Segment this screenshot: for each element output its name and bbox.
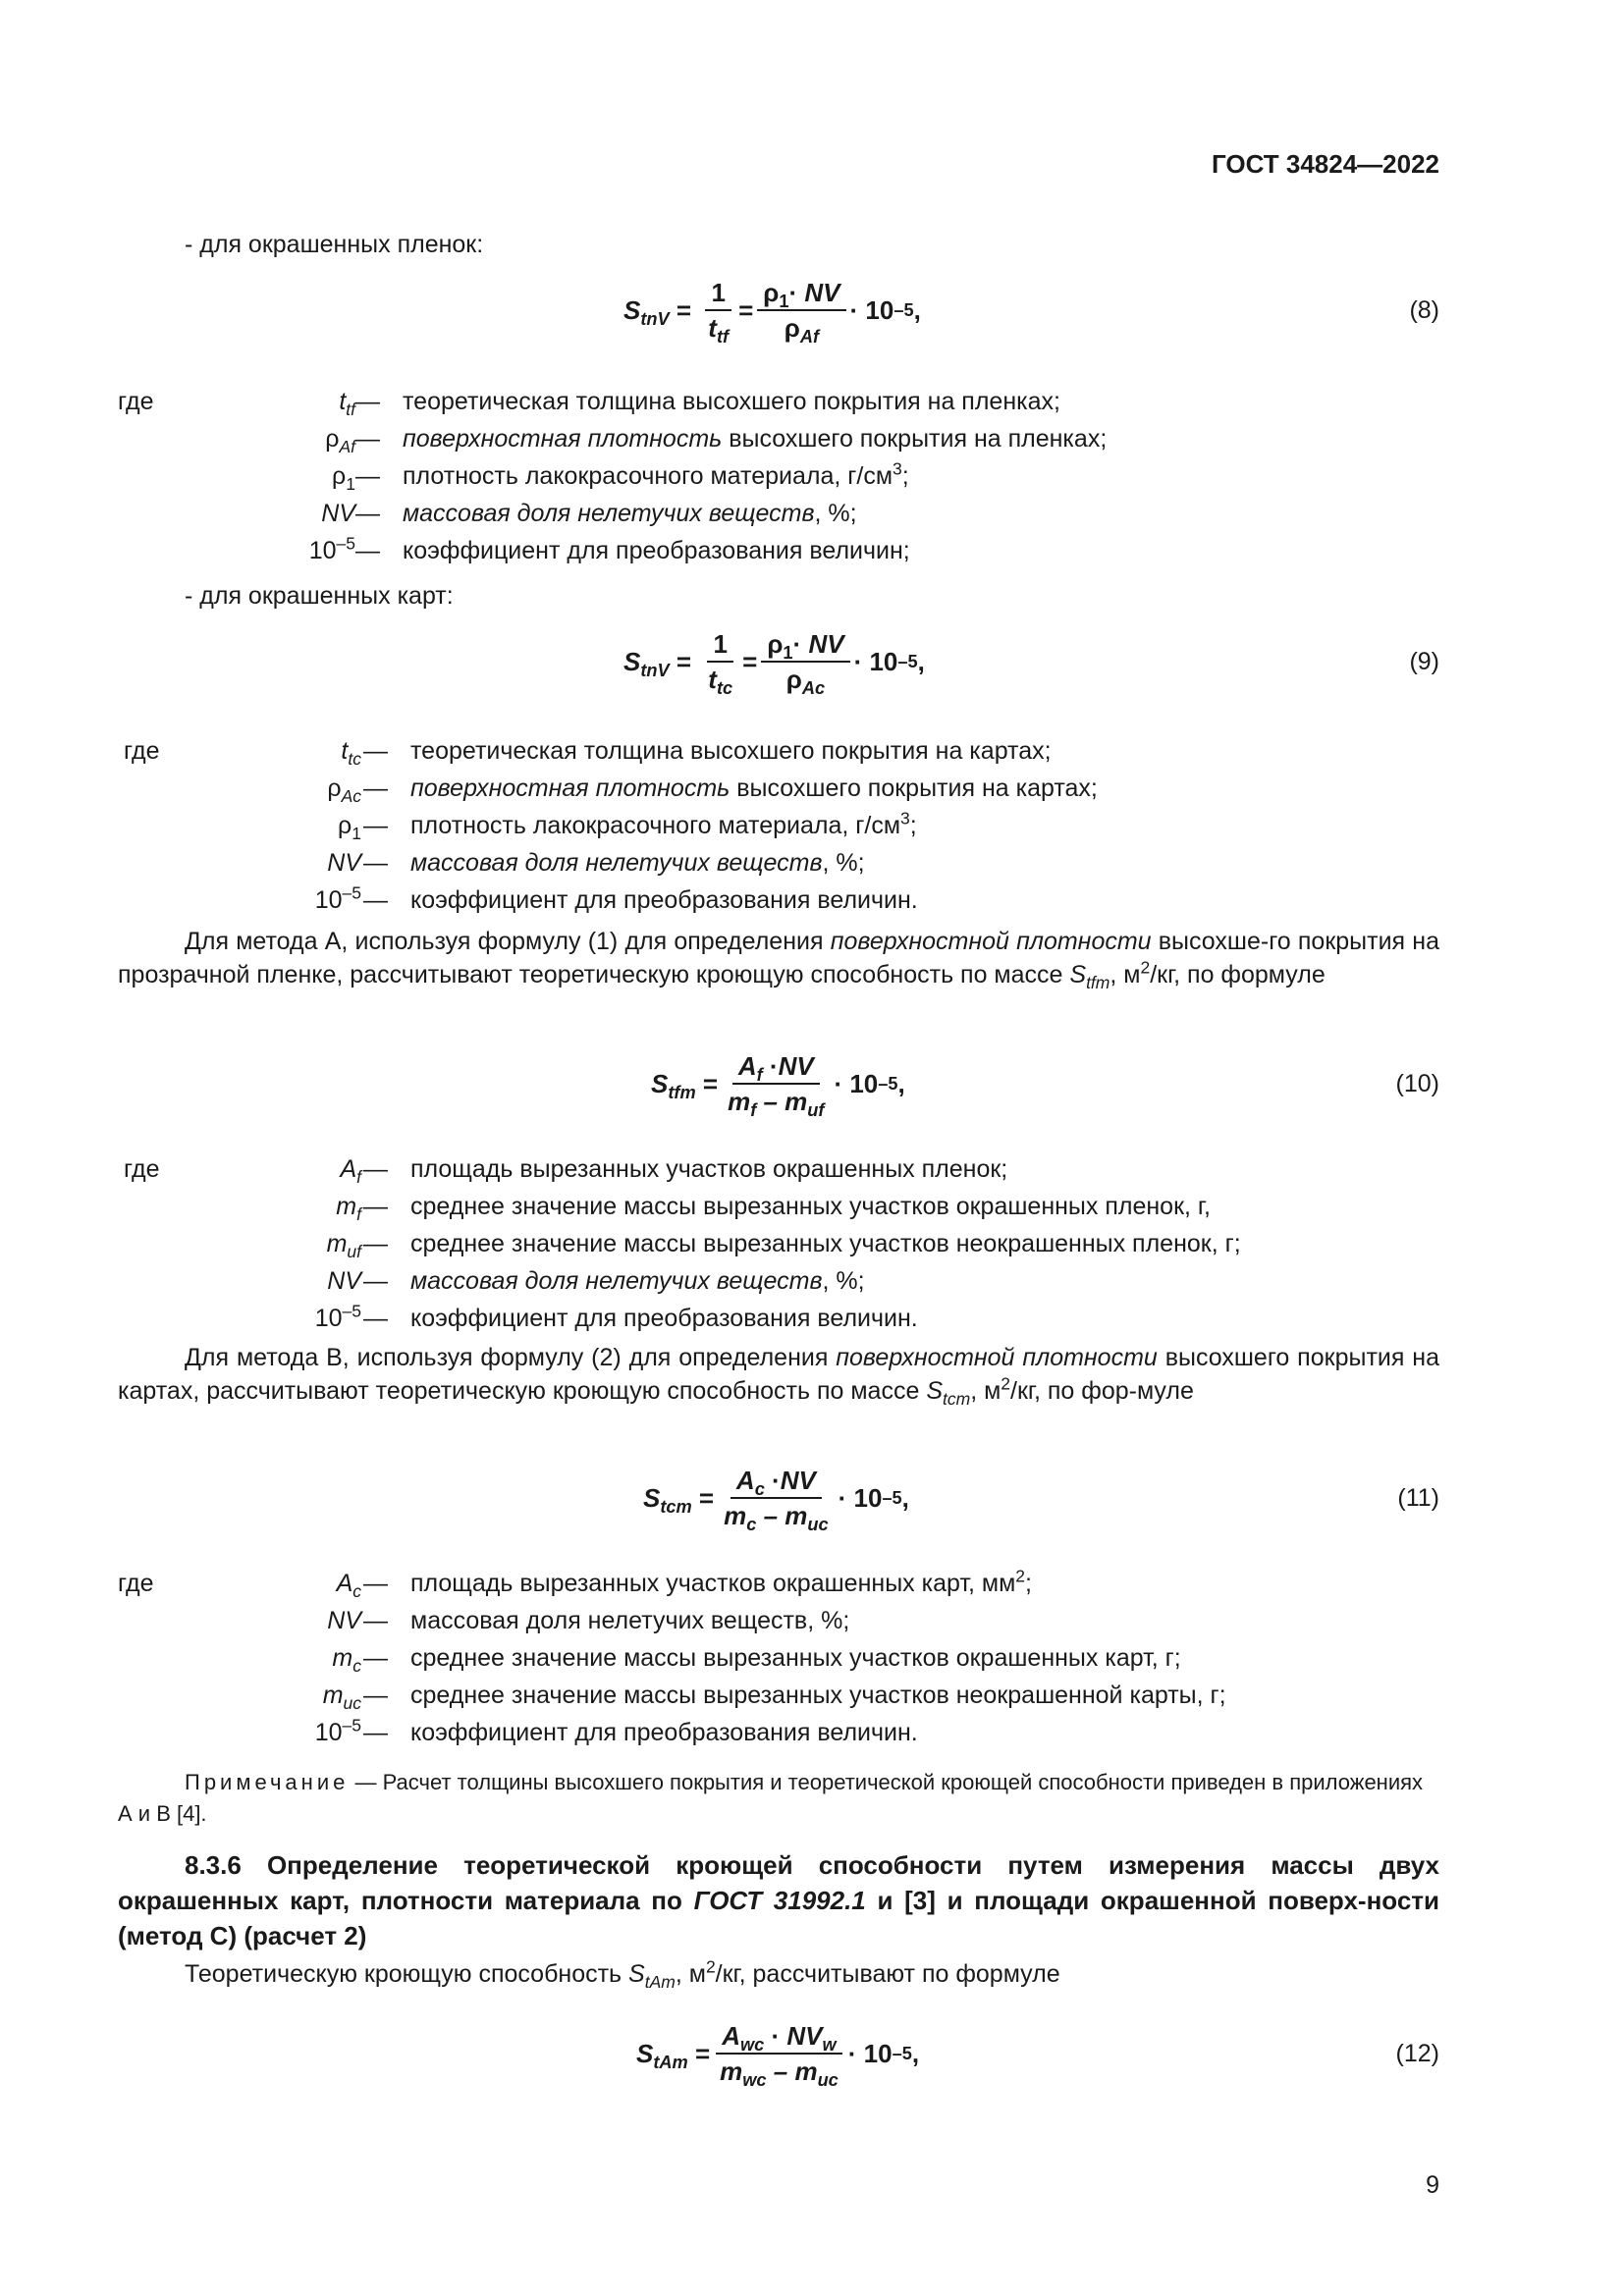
legend9-symbol: $t_{tc}$ <box>341 737 361 769</box>
legend10-desc: площадь вырезанных участков окрашенных пленок; <box>410 1155 1008 1183</box>
legend8-desc: теоретическая толщина высохшего покрытия на пленках; <box>403 388 1060 415</box>
equation-8-body: $S_{tnV}$ = $\frac{1}{t_{tf}}$ = $\frac{\rho_1\cdot NV}{\rho_{Af}}$ · 10 –5 , <box>623 278 921 347</box>
legend10-desc: массовая доля нелетучих веществ, %; <box>410 1267 865 1295</box>
where-word: где <box>124 1155 160 1183</box>
legend-dash: — <box>363 1570 388 1597</box>
legend11-symbol: $A_c$ <box>336 1570 361 1601</box>
legend9-desc: плотность лакокрасочного материала, $г/см^3$; <box>410 808 917 839</box>
paragraph-method-c: Теоретическую кроющую способность $S_{tAm}$, $м^2/кг$, рассчитывают по формуле <box>185 1956 1060 1992</box>
equation-10-body: $S_{tfm}$ = $\frac{A_f \cdot NV}{m_f - m_{uf}}$ · 10 –5 , <box>651 1051 905 1121</box>
legend-dash: — <box>363 1193 388 1220</box>
legend8-row <box>118 422 1492 455</box>
legend-dash: — <box>363 1719 388 1746</box>
legend9-desc: теоретическая толщина высохшего покрытия на картах; <box>410 737 1052 765</box>
legend8-symbol: $\rho_1$ <box>332 462 355 494</box>
equation-9 <box>118 622 1439 701</box>
equation-8-number: (8) <box>1409 296 1439 324</box>
legend9-row <box>118 846 1492 880</box>
where-word: где <box>118 388 154 415</box>
legend9-row <box>118 772 1492 805</box>
legend8-symbol: $\rho_{Af}$ <box>325 425 355 456</box>
legend10-row <box>118 1152 1492 1186</box>
legend8-symbol: $10^{-5}$ <box>308 533 355 564</box>
legend10-symbol: $m_f$ <box>336 1193 361 1224</box>
where-word: где <box>124 737 160 765</box>
legend9-symbol: $\rho_1$ <box>338 812 361 843</box>
legend9-desc: массовая доля нелетучих веществ, %; <box>410 849 865 877</box>
legend11-row <box>118 1567 1492 1600</box>
legend10-symbol: $A_f$ <box>340 1155 361 1187</box>
legend-dash: — <box>363 737 388 765</box>
legend-dash: — <box>355 500 380 527</box>
legend9-row <box>118 734 1492 768</box>
legend-dash: — <box>363 1644 388 1672</box>
legend10-row <box>118 1264 1492 1298</box>
paragraph-method-a: Для метода А, используя формулу (1) для определения поверхностной плотности высохше-го покрытия на прозрачной пленке, рассчитывают теоретическую кроющую способность по массе $S_{tfm}$, $м^2/кг$, по формуле <box>118 928 1439 992</box>
legend-dash: — <box>363 812 388 839</box>
equation-12 <box>118 2014 1439 2093</box>
note: Примечание — Расчет толщины высохшего покрытия и теоретической кроющей способности приведен в приложениях А и В [4]. <box>118 1770 1424 1826</box>
legend11-desc: среднее значение массы вырезанных участков окрашенных карт, г; <box>410 1644 1181 1672</box>
legend10-row <box>118 1190 1492 1223</box>
legend-dash: — <box>363 886 388 914</box>
equation-9-body: $S_{tnV}$ = $\frac{1}{t_{tc}}$ = $\frac{\rho_1\cdot NV}{\rho_{Ac}}$ · 10 –5 , <box>623 629 925 699</box>
legend8-desc: плотность лакокрасочного материала, $г/см^3$; <box>403 458 909 490</box>
page-header-standard: ГОСТ 34824—2022 <box>1212 149 1439 179</box>
legend9-row <box>118 883 1492 917</box>
legend8-desc: поверхностная плотность высохшего покрытия на пленках; <box>403 425 1108 453</box>
where-word: где <box>118 1570 154 1597</box>
section-heading-8-3-6: 8.3.6 Определение теоретической кроющей способности путем измерения массы двух окрашенных карт, плотности материала по ГОСТ 31992.1 и [3] и площади окрашенной поверх-ности (метод С) (расчет 2) <box>118 1850 1440 1950</box>
intro-films: - для окрашенных пленок: <box>185 231 484 258</box>
legend-dash: — <box>363 1682 388 1709</box>
equation-10 <box>118 1044 1439 1123</box>
legend9-row <box>118 809 1492 842</box>
legend-dash: — <box>363 1607 388 1634</box>
legend10-symbol: $m_{uf}$ <box>326 1230 361 1261</box>
legend9-desc: коэффициент для преобразования величин. <box>410 886 918 914</box>
legend8-row <box>118 385 1492 418</box>
legend11-row <box>118 1641 1492 1675</box>
legend9-symbol: $\rho_{Ac}$ <box>327 774 361 806</box>
legend11-row <box>118 1679 1492 1712</box>
legend11-row <box>118 1604 1492 1637</box>
legend11-symbol: $m_{uc}$ <box>322 1682 361 1713</box>
legend8-row <box>118 534 1492 567</box>
legend8-desc: коэффициент для преобразования величин; <box>403 537 910 564</box>
legend8-row <box>118 459 1492 493</box>
legend11-row <box>118 1716 1492 1749</box>
legend10-row <box>118 1302 1492 1335</box>
equation-12-number: (12) <box>1395 2040 1439 2067</box>
legend11-symbol: NV <box>327 1607 361 1634</box>
legend10-desc: коэффициент для преобразования величин. <box>410 1305 918 1332</box>
legend10-row <box>118 1227 1492 1260</box>
legend-dash: — <box>355 462 380 490</box>
legend-dash: — <box>363 849 388 877</box>
legend9-desc: поверхностная плотность высохшего покрытия на картах; <box>410 774 1098 802</box>
equation-12-body: $S_{tAm}$ = $\frac{A_{wc} \cdot NV_w}{m_{wc} - m_{uc}}$ · 10 –5 , <box>636 2021 920 2091</box>
legend11-desc: массовая доля нелетучих веществ, %; <box>410 1607 850 1634</box>
legend-dash: — <box>355 388 380 415</box>
legend10-symbol: $10^{-5}$ <box>314 1301 361 1332</box>
legend-dash: — <box>355 537 380 564</box>
legend8-desc: массовая доля нелетучих веществ, %; <box>403 500 857 527</box>
paragraph-method-b: Для метода В, используя формулу (2) для определения поверхностной плотности высохшего покрытия на картах, рассчитывают теоретическую кроющую способность по массе $S_{tcm}$, $м^2/кг$, по фор-муле <box>118 1344 1439 1409</box>
legend11-desc: коэффициент для преобразования величин. <box>410 1719 918 1746</box>
legend-dash: — <box>363 1267 388 1295</box>
legend-dash: — <box>363 1230 388 1257</box>
equation-9-number: (9) <box>1409 648 1439 675</box>
legend-dash: — <box>355 425 380 453</box>
legend9-symbol: NV <box>327 849 361 877</box>
equation-11-number: (11) <box>1397 1484 1439 1512</box>
equation-10-number: (10) <box>1395 1070 1439 1097</box>
legend10-symbol: NV <box>327 1267 361 1295</box>
intro-cards: - для окрашенных карт: <box>185 582 454 610</box>
legend10-desc: среднее значение массы вырезанных участков окрашенных пленок, г, <box>410 1193 1211 1220</box>
equation-8 <box>118 271 1439 349</box>
legend-dash: — <box>363 1305 388 1332</box>
legend-dash: — <box>363 774 388 802</box>
legend11-symbol: $10^{-5}$ <box>314 1715 361 1746</box>
legend11-symbol: $m_c$ <box>332 1644 361 1676</box>
legend-dash: — <box>363 1155 388 1183</box>
legend11-desc: площадь вырезанных участков окрашенных карт, $мм^2$; <box>410 1566 1032 1597</box>
legend8-symbol: NV <box>321 500 355 527</box>
legend11-desc: среднее значение массы вырезанных участков неокрашенной карты, г; <box>410 1682 1226 1709</box>
page-number: 9 <box>1426 2171 1439 2199</box>
legend9-symbol: $10^{-5}$ <box>314 882 361 914</box>
legend10-desc: среднее значение массы вырезанных участков неокрашенных пленок, г; <box>410 1230 1241 1257</box>
legend8-symbol: $t_{tf}$ <box>339 388 355 419</box>
equation-11-body: $S_{tcm}$ = $\frac{A_c \cdot NV}{m_c - m_{uc}}$ · 10 –5 , <box>643 1466 909 1535</box>
legend8-row <box>118 497 1492 530</box>
equation-11 <box>118 1459 1439 1537</box>
